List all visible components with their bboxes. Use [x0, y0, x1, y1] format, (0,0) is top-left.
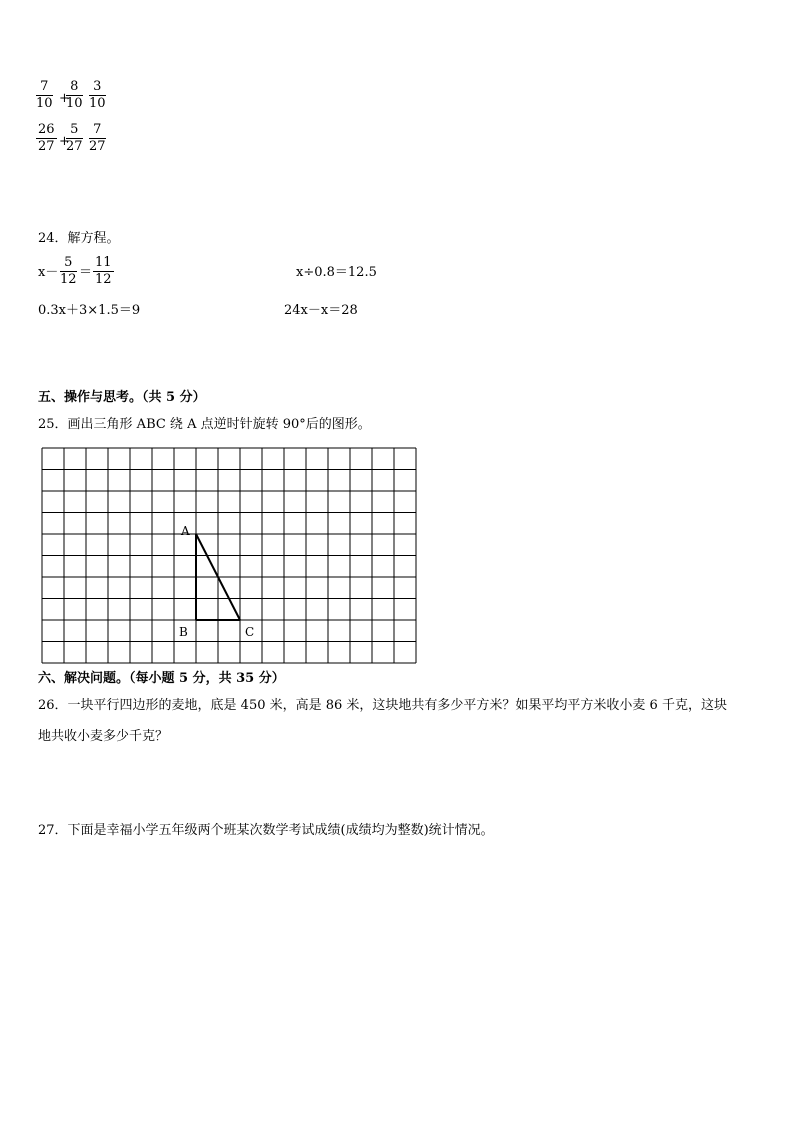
numerator: 5 [66, 123, 83, 139]
q24-equation-4: 24x－x＝28 [284, 303, 358, 318]
fraction [36, 80, 53, 111]
section-6-heading: 六、解决问题。（每小题 5 分，共 35 分） [38, 671, 285, 686]
denominator: 27 [38, 139, 55, 154]
q24-equation-2: x÷0.8＝12.5 [296, 265, 377, 280]
fraction [36, 123, 57, 154]
point-label-a: A [181, 524, 190, 538]
fraction [93, 256, 114, 287]
q24-title: 24．解方程。 [38, 231, 120, 246]
plus-sign: + [59, 134, 70, 149]
q24-equation-3: 0.3x＋3×1.5＝9 [38, 303, 141, 318]
numerator: 26 [38, 122, 55, 137]
denominator: 12 [95, 272, 112, 287]
grid-lines [42, 448, 416, 663]
numerator: 8 [66, 80, 83, 96]
fraction [89, 80, 106, 111]
equation-prefix: x－ [38, 265, 59, 280]
numerator: 11 [95, 255, 112, 270]
numerator: 3 [89, 80, 106, 96]
grid-figure [36, 442, 426, 667]
point-label-b: B [179, 625, 188, 639]
denominator: 12 [60, 272, 77, 287]
denominator: 27 [89, 139, 106, 154]
denominator: 27 [66, 139, 83, 154]
fraction [60, 256, 77, 287]
plus-sign: + [59, 91, 70, 106]
q27-text: 27．下面是幸福小学五年级两个班某次数学考试成绩(成绩均为整数)统计情况。 [38, 823, 494, 838]
denominator: 10 [36, 96, 53, 111]
numerator: 7 [36, 80, 53, 96]
q25-title: 25．画出三角形 ABC 绕 A 点逆时针旋转 90°后的图形。 [38, 417, 371, 432]
denominator: 10 [89, 96, 106, 111]
section-5-heading: 五、操作与思考。（共 5 分） [38, 390, 206, 405]
denominator: 10 [66, 96, 83, 111]
point-label-c: C [245, 625, 255, 639]
q26-line-2: 地共收小麦多少千克？ [38, 729, 169, 744]
fraction [66, 123, 83, 154]
q26-line-1: 26．一块平行四边形的麦地，底是 450 米，高是 86 米，这块地共有多少平方米？如果平均平方米收小麦 6 千克，这块 [38, 698, 727, 713]
numerator: 5 [60, 256, 77, 272]
fraction [66, 80, 83, 111]
fraction [89, 123, 106, 154]
equals-sign: ＝ [79, 265, 93, 280]
numerator: 7 [89, 123, 106, 139]
